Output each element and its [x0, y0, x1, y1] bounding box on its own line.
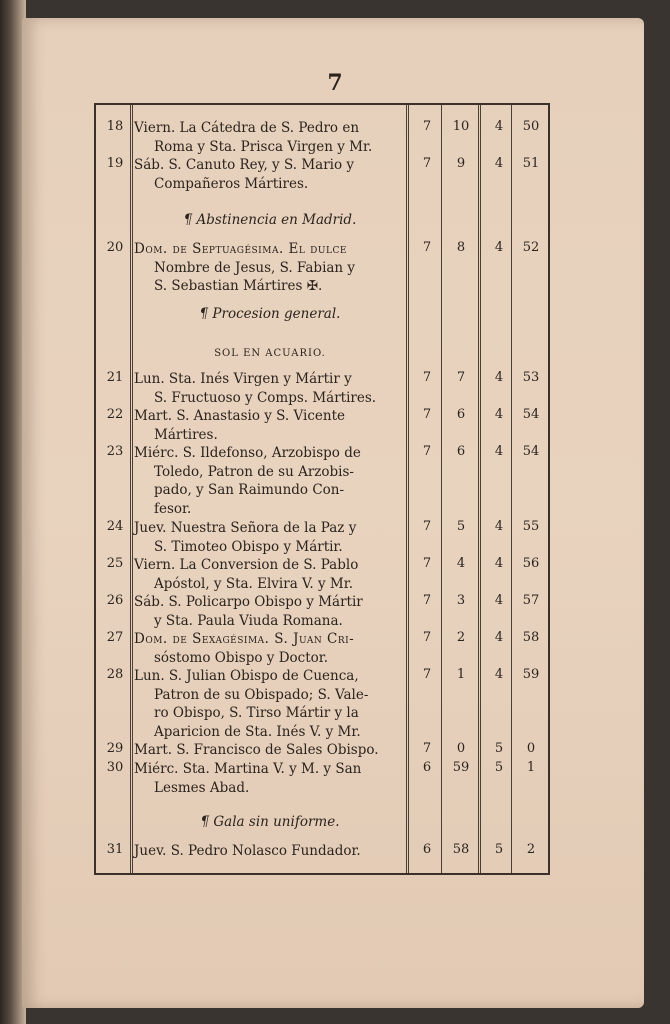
description-line: Compañeros Mártires. — [154, 175, 309, 192]
description-line: sóstomo Obispo y Doctor. — [154, 649, 329, 666]
value-hours: 7 — [422, 667, 432, 682]
value-minutes-2: 2 — [526, 842, 536, 857]
value-minutes: 9 — [456, 156, 466, 171]
description-line: Mart. S. Francisco de Sales Obispo. — [134, 742, 379, 758]
value-minutes: 2 — [456, 630, 466, 645]
day-description — [134, 667, 406, 741]
value-minutes-2: 51 — [522, 156, 540, 171]
value-hours: 7 — [422, 593, 432, 608]
value-hours: 7 — [422, 444, 432, 459]
value-minutes: 7 — [456, 370, 466, 385]
value-hours-2: 4 — [494, 519, 504, 534]
value-minutes: 1 — [456, 667, 466, 682]
value-hours: 7 — [422, 156, 432, 171]
description-line: ro Obispo, S. Tirso Mártir y la — [154, 705, 359, 721]
day-number: 26 — [106, 593, 124, 608]
description-line: Lun. Sta. Inés Virgen y Mártir y — [134, 371, 352, 387]
value-minutes-2: 56 — [522, 556, 540, 571]
day-description — [134, 119, 406, 156]
value-minutes-2: 54 — [522, 407, 540, 422]
value-minutes-2: 54 — [522, 444, 540, 459]
description-line: S. Fructuoso y Comps. Mártires. — [154, 389, 377, 406]
value-hours-2: 4 — [494, 407, 504, 422]
description-line: Aparicion de Sta. Inés V. y Mr. — [154, 723, 361, 740]
column-divider — [130, 105, 133, 873]
value-hours-2: 4 — [494, 667, 504, 682]
day-description — [134, 407, 406, 444]
note-gala: ¶ Gala sin uniforme. — [200, 814, 340, 830]
description-line: Apóstol, y Sta. Elvira V. y Mr. — [154, 575, 354, 592]
description-line: Nombre de Jesus, S. Fabian y — [154, 259, 356, 276]
value-minutes: 0 — [456, 741, 466, 756]
description-line: Sáb. S. Canuto Rey, y S. Mario y — [134, 157, 355, 173]
value-minutes-2: 57 — [522, 593, 540, 608]
value-hours: 7 — [422, 119, 432, 134]
description-line: Mart. S. Anastasio y S. Vicente — [134, 408, 345, 424]
note-procesion: ¶ Procesion general. — [199, 306, 341, 322]
value-minutes-2: 59 — [522, 667, 540, 682]
value-hours-2: 4 — [494, 630, 504, 645]
value-minutes-2: 53 — [522, 370, 540, 385]
day-number: 27 — [106, 630, 124, 645]
value-minutes: 6 — [456, 444, 466, 459]
description-line: Mártires. — [154, 426, 218, 443]
day-number: 25 — [106, 556, 124, 571]
value-hours: 6 — [422, 760, 432, 775]
value-minutes-2: 55 — [522, 519, 540, 534]
day-number: 21 — [106, 370, 124, 385]
day-number: 30 — [106, 760, 124, 775]
day-number: 24 — [106, 519, 124, 534]
day-description — [134, 556, 406, 593]
day-number: 31 — [106, 842, 124, 857]
description-line: S. Timoteo Obispo y Mártir. — [154, 538, 343, 555]
value-hours-2: 5 — [494, 760, 504, 775]
calendar-table — [94, 103, 550, 875]
value-minutes: 59 — [452, 760, 470, 775]
value-hours: 6 — [422, 842, 432, 857]
value-minutes-2: 52 — [522, 240, 540, 255]
description-line: Roma y Sta. Prisca Virgen y Mr. — [154, 138, 373, 155]
day-description — [134, 741, 406, 760]
day-description — [134, 842, 406, 861]
description-line: Lun. S. Julian Obispo de Cuenca, — [134, 668, 359, 684]
day-description — [134, 630, 406, 667]
description-line: Viern. La Cátedra de S. Pedro en — [134, 120, 360, 136]
description-line: Dom. de Septuagésima. El dulce — [134, 241, 347, 257]
day-number: 22 — [106, 407, 124, 422]
value-hours: 7 — [422, 370, 432, 385]
value-hours-2: 4 — [494, 370, 504, 385]
value-minutes: 4 — [456, 556, 466, 571]
value-minutes-2: 58 — [522, 630, 540, 645]
day-number: 20 — [106, 240, 124, 255]
value-minutes-2: 50 — [522, 119, 540, 134]
day-description — [134, 444, 406, 518]
value-hours-2: 4 — [494, 119, 504, 134]
value-hours: 7 — [422, 240, 432, 255]
value-hours-2: 4 — [494, 156, 504, 171]
value-minutes: 10 — [452, 119, 470, 134]
day-number: 29 — [106, 741, 124, 756]
day-description — [134, 760, 406, 797]
note-abstinencia: ¶ Abstinencia en Madrid. — [183, 212, 357, 228]
value-hours-2: 5 — [494, 741, 504, 756]
description-line: Lesmes Abad. — [154, 779, 250, 796]
value-minutes: 8 — [456, 240, 466, 255]
value-hours-2: 4 — [494, 444, 504, 459]
value-hours: 7 — [422, 556, 432, 571]
description-line: fesor. — [154, 500, 192, 517]
column-divider — [441, 105, 442, 873]
column-divider — [478, 105, 481, 873]
description-line: Toledo, Patron de su Arzobis- — [154, 463, 354, 480]
value-hours: 7 — [422, 519, 432, 534]
description-line: y Sta. Paula Viuda Romana. — [154, 612, 343, 629]
column-divider — [406, 105, 409, 873]
day-number: 23 — [106, 444, 124, 459]
column-divider — [511, 105, 512, 873]
description-line: Viern. La Conversion de S. Pablo — [134, 557, 359, 573]
day-number: 19 — [106, 156, 124, 171]
day-description — [134, 156, 406, 193]
value-minutes-2: 0 — [526, 741, 536, 756]
description-line: Juev. Nuestra Señora de la Paz y — [134, 520, 357, 536]
day-number: 28 — [106, 667, 124, 682]
value-hours-2: 4 — [494, 240, 504, 255]
value-hours: 7 — [422, 630, 432, 645]
value-hours-2: 4 — [494, 556, 504, 571]
description-line: S. Sebastian Mártires ✠. — [154, 278, 323, 294]
value-minutes: 6 — [456, 407, 466, 422]
value-hours-2: 5 — [494, 842, 504, 857]
description-line: Dom. de Sexagésima. S. Juan Cri- — [134, 631, 355, 647]
value-hours: 7 — [422, 407, 432, 422]
description-line: Patron de su Obispado; S. Vale- — [154, 686, 369, 703]
value-minutes: 5 — [456, 519, 466, 534]
day-description — [134, 240, 406, 296]
description-line: Juev. S. Pedro Nolasco Fundador. — [134, 843, 361, 859]
description-line: Miérc. S. Ildefonso, Arzobispo de — [134, 445, 361, 461]
value-minutes-2: 1 — [526, 760, 536, 775]
value-minutes: 3 — [456, 593, 466, 608]
description-line: Miérc. Sta. Martina V. y M. y San — [134, 761, 362, 777]
day-description — [134, 370, 406, 407]
day-number: 18 — [106, 119, 124, 134]
value-hours: 7 — [422, 741, 432, 756]
note-sol-acuario: SOL EN ACUARIO. — [214, 348, 326, 359]
day-description — [134, 593, 406, 630]
description-line: pado, y San Raimundo Con- — [154, 482, 345, 498]
value-hours-2: 4 — [494, 593, 504, 608]
page-number: 7 — [327, 70, 343, 96]
day-description — [134, 519, 406, 556]
description-line: Sáb. S. Policarpo Obispo y Mártir — [134, 594, 363, 610]
value-minutes: 58 — [452, 842, 470, 857]
